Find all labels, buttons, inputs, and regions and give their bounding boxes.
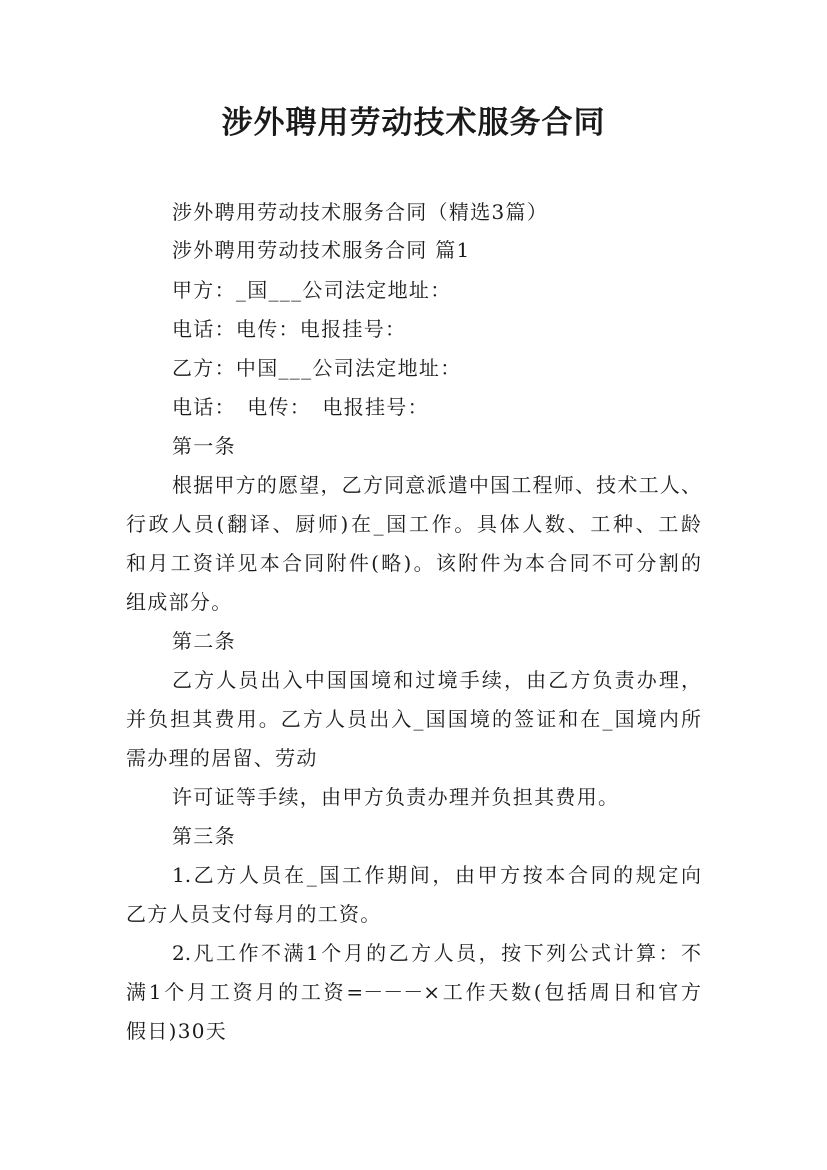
document-title: 涉外聘用劳动技术服务合同 [221,105,606,141]
paragraph-line: 假日)30天 [126,1019,228,1043]
party-a-contact-line: 电话：电传：电报挂号： [172,317,407,341]
section-heading-line: 涉外聘用劳动技术服务合同 篇1 [172,238,471,262]
paragraph-line: 乙方人员支付每月的工资。 [126,902,382,926]
paragraph-line: 2.凡工作不满1个月的乙方人员，按下列公式计算：不 [172,941,701,965]
paragraph-line: 1.乙方人员在_国工作期间，由甲方按本合同的规定向 [172,863,701,887]
paragraph-line: 根据甲方的愿望，乙方同意派遣中国工程师、技术工人、 [172,473,701,497]
paragraph-line: 和月工资详见本合同附件(略)。该附件为本合同不可分割的 [126,551,701,575]
paragraph-line: 行政人员(翻译、厨师)在_国工作。具体人数、工种、工龄 [126,512,701,536]
party-a-address-line: 甲方：_国___公司法定地址： [172,278,452,302]
party-b-address-line: 乙方：中国___公司法定地址： [172,356,462,380]
paragraph-line: 许可证等手续，由甲方负责办理并负担其费用。 [172,785,620,809]
article-heading: 第二条 [172,629,236,653]
article-heading: 第三条 [172,824,236,848]
subtitle-line: 涉外聘用劳动技术服务合同（精选3篇） [172,200,549,224]
article-heading: 第一条 [172,434,236,458]
paragraph-line: 组成部分。 [126,590,233,614]
paragraph-line: 需办理的居留、劳动 [126,746,318,770]
paragraph-line: 并负担其费用。乙方人员出入_国国境的签证和在_国境内所 [126,707,701,731]
party-b-contact-line: 电话： 电传： 电报挂号： [172,395,429,419]
paragraph-line: 满1个月工资月的工资=－－－×工作天数(包括周日和官方 [126,980,701,1004]
paragraph-line: 乙方人员出入中国国境和过境手续，由乙方负责办理， [172,668,701,692]
